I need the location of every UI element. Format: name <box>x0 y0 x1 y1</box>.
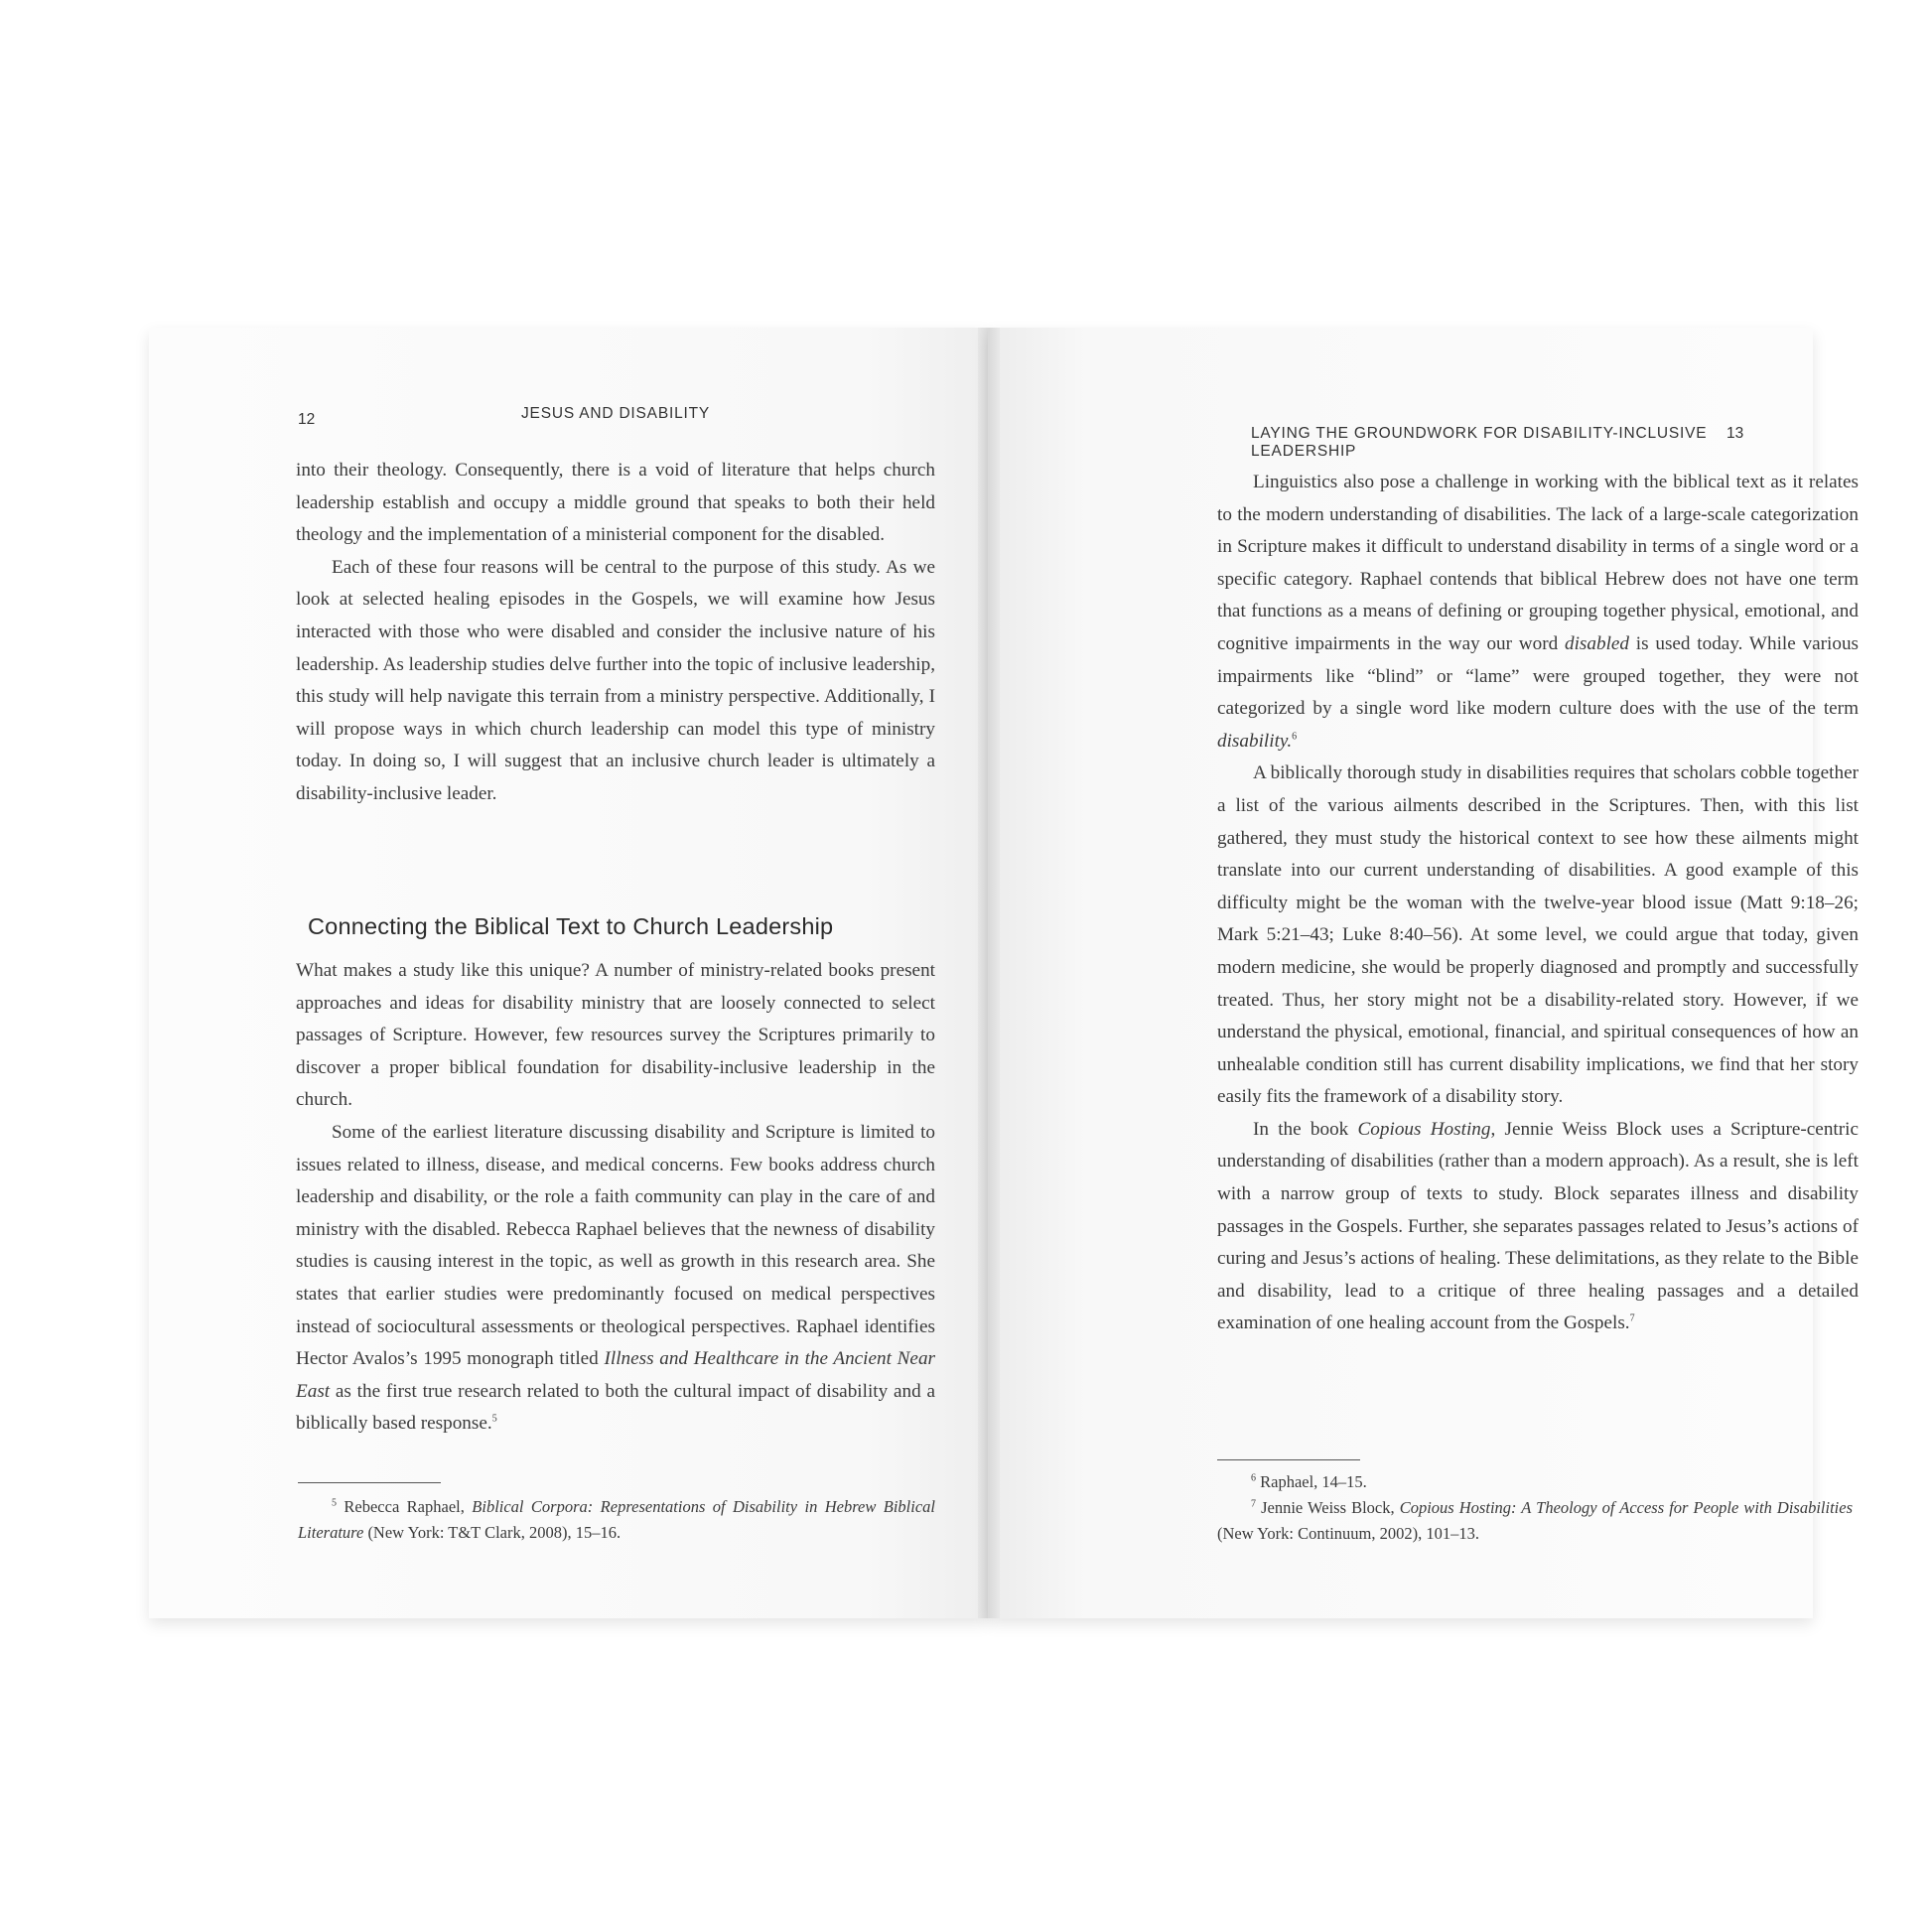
footnote: $^5$ Rebecca Raphael, Biblical Corpora: Representations of Disability in Hebrew Biblical Literature (New York: T&T Clark, 2008), 15–16. <box>298 1497 936 1542</box>
paragraph: A biblically thorough study in disabilities requires that scholars cobble together a list of the various ailments described in the Scriptures. Then, with this list gathered, they must study the historical context to see how these ailments might translate into our current understanding of disabilities. A good example of this difficulty might be the woman with the twelve-year blood issue (Matt 9:18–26; Mark 5:21–43; Luke 8:40–56). At some level, we could argue that today, given modern medicine, she would be properly diagnosed and promptly and successfully treated. Thus, her story might not be a disability-related story. However, if we understand the physical, emotional, financial, and spiritual consequences of how an unhealable condition still has current disability implications, we find that her story easily fits the framework of a disability story. <box>1217 762 1859 1108</box>
running-head: LAYING THE GROUNDWORK FOR DISABILITY-INCLUSIVE LEADERSHIP <box>1251 425 1708 460</box>
footnote-ref: 6 <box>1292 731 1298 743</box>
footnotes <box>1217 1469 1853 1547</box>
body-text <box>1217 467 1859 1340</box>
left-page <box>149 328 988 1618</box>
footnote-ref: 7 <box>1629 1313 1635 1325</box>
body-text <box>296 455 935 811</box>
footnote: $^7$ Jennie Weiss Block, Copious Hosting: A Theology of Access for People with Disabilities (New York: Continuum, 2002), 101–13. <box>1217 1498 1853 1543</box>
page-number: 12 <box>298 411 316 428</box>
book-gutter <box>978 328 1000 1618</box>
paragraph: Each of these four reasons will be central to the purpose of this study. As we look at selected healing episodes in the Gospels, we will examine how Jesus interacted with those who were disabled and consider the inclusive nature of his leadership. As leadership studies delve further into the topic of inclusive leadership, this study will help navigate this terrain from a ministry perspective. Additionally, I will propose ways in which church leadership can model this type of ministry today. In doing so, I will suggest that an inclusive church leader is ultimately a disability-inclusive leader. <box>296 556 935 804</box>
footnotes <box>298 1494 935 1546</box>
right-page <box>988 328 1860 1618</box>
footnote-ref: 5 <box>491 1413 497 1425</box>
footnote: $^6$ Raphael, 14–15. <box>1251 1472 1367 1491</box>
paragraph: Some of the earliest literature discussing disability and Scripture is limited to issues related to illness, disease, and medical concerns. Few books address church leadership and disability, or the role a faith community can play in the care of and ministry with the disabled. Rebecca Raphael believes that the newness of disability studies is causing interest in the topic, as well as growth in this research area. She states that earlier studies were predominantly focused on medical perspectives instead of sociocultural assessments or theological perspectives. Raphael identifies Hector Avalos’s 1995 monograph titled Illness and Healthcare in the Ancient Near East as the first true research related to both the cultural impact of disability and a biblically based response.$^5$ <box>296 1121 936 1435</box>
body-text <box>296 955 935 1441</box>
paragraph: In the book Copious Hosting, Jennie Weiss Block uses a Scripture-centric understanding of disabilities (rather than a modern approach). As a result, she is left with a narrow group of texts to study. Block separates illness and disability passages in the Gospels. Further, she separates passages related to Jesus’s actions of curing and Jesus’s actions of healing. These delimitations, as they relate to the Bible and disability, lead to a critique of three healing passages and a detailed examination of one healing account from the Gospels.$^7$ <box>1217 1118 1860 1334</box>
paragraph: into their theology. Consequently, there is a void of literature that helps church leadership establish and occupy a middle ground that speaks to both their held theology and the implementation of a ministerial component for the disabled. <box>296 460 935 546</box>
running-head: JESUS AND DISABILITY <box>521 405 710 422</box>
paragraph: Linguistics also pose a challenge in working with the biblical text as it relates to the modern understanding of disabilities. The lack of a large-scale categorization in Scripture makes it difficult to understand disability in terms of a single word or a specific category. Raphael contends that biblical Hebrew does not have one term that functions as a means of defining or grouping together physical, emotional, and cognitive impairments in the way our word disabled is used today. While various impairments like “blind” or “lame” were grouped together, they were not categorized by a single word like modern culture does with the use of the term disability.$^6$ <box>1217 472 1860 752</box>
open-book-spread <box>149 328 1860 1628</box>
footnote-rule <box>298 1482 441 1483</box>
section-heading: Connecting the Biblical Text to Church Leadership <box>308 913 834 939</box>
paragraph: What makes a study like this unique? A number of ministry-related books present approaches and ideas for disability ministry that are loosely connected to select passages of Scripture. However, few resources survey the Scriptures primarily to discover a proper biblical foundation for disability-inclusive leadership in the church. <box>296 960 935 1111</box>
page-number: 13 <box>1726 425 1744 442</box>
footnote-rule <box>1217 1459 1360 1460</box>
